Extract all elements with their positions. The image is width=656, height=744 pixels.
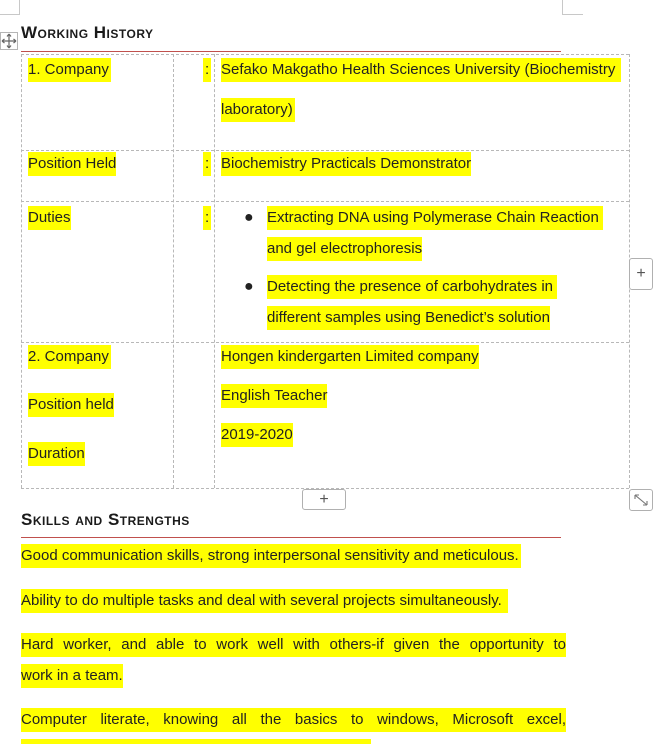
row4-value-position: English Teacher xyxy=(221,384,327,408)
row2-colon: : xyxy=(203,152,211,176)
plus-icon: + xyxy=(319,491,329,508)
table-resize-handle[interactable] xyxy=(629,489,653,511)
move-arrows-icon xyxy=(1,33,17,49)
bullet-marker-2: ● xyxy=(244,278,254,295)
row1-colon: : xyxy=(203,58,211,82)
page-corner-mark-left xyxy=(0,0,20,15)
heading-rule xyxy=(21,51,561,52)
row4-label-position: Position held xyxy=(28,393,114,417)
row1-value-line2: laboratory) xyxy=(221,98,295,122)
page-corner-mark-right xyxy=(562,0,583,15)
add-row-button[interactable] xyxy=(302,489,346,510)
row4-label-company: 2. Company xyxy=(28,345,111,369)
row4-value-duration: 2019-2020 xyxy=(221,423,293,447)
row3-label: Duties xyxy=(28,206,71,230)
row1-value-text: Sefako Makgatho Health Sciences University (Biochemistry xyxy=(221,61,616,78)
skills-heading xyxy=(21,509,190,532)
plus-icon: + xyxy=(636,265,646,282)
row2-label: Position Held xyxy=(28,152,116,176)
skill-paragraph-3-line2: work in a team. xyxy=(21,664,123,688)
skills-heading-rule xyxy=(21,537,561,538)
heading-text: Skills and Strengths xyxy=(21,510,190,529)
table-move-handle[interactable] xyxy=(0,32,18,50)
row4-label-duration: Duration xyxy=(28,442,85,466)
duty1-line1: Extracting DNA using Polymerase Chain Reaction xyxy=(267,206,603,230)
row1-label: 1. Company xyxy=(28,58,111,82)
row1-value-line1 xyxy=(221,58,621,82)
skill-paragraph-4-continuation xyxy=(21,739,371,744)
row4-value-company: Hongen kindergarten Limited company xyxy=(221,345,479,369)
duty1-line2: and gel electrophoresis xyxy=(267,237,422,261)
working-history-heading xyxy=(21,22,154,45)
row3-colon: : xyxy=(203,206,211,230)
bullet-marker-1: ● xyxy=(244,209,254,226)
row2-value: Biochemistry Practicals Demonstrator xyxy=(221,152,471,176)
skill-paragraph-3-line1: Hard worker, and able to work well with others-if given the opportunity to xyxy=(21,633,566,657)
duty2-line1: Detecting the presence of carbohydrates in xyxy=(267,275,557,299)
skill-paragraph-1: Good communication skills, strong interpersonal sensitivity and meticulous. xyxy=(21,544,521,568)
add-column-button[interactable] xyxy=(629,258,653,290)
duty2-line2: different samples using Benedict’s solution xyxy=(267,306,550,330)
skill-paragraph-4-line1: Computer literate, knowing all the basics to windows, Microsoft excel, xyxy=(21,708,566,732)
skill-paragraph-2: Ability to do multiple tasks and deal with several projects simultaneously. xyxy=(21,589,508,613)
resize-diagonal-icon xyxy=(630,490,652,510)
heading-text: Working History xyxy=(21,23,154,42)
